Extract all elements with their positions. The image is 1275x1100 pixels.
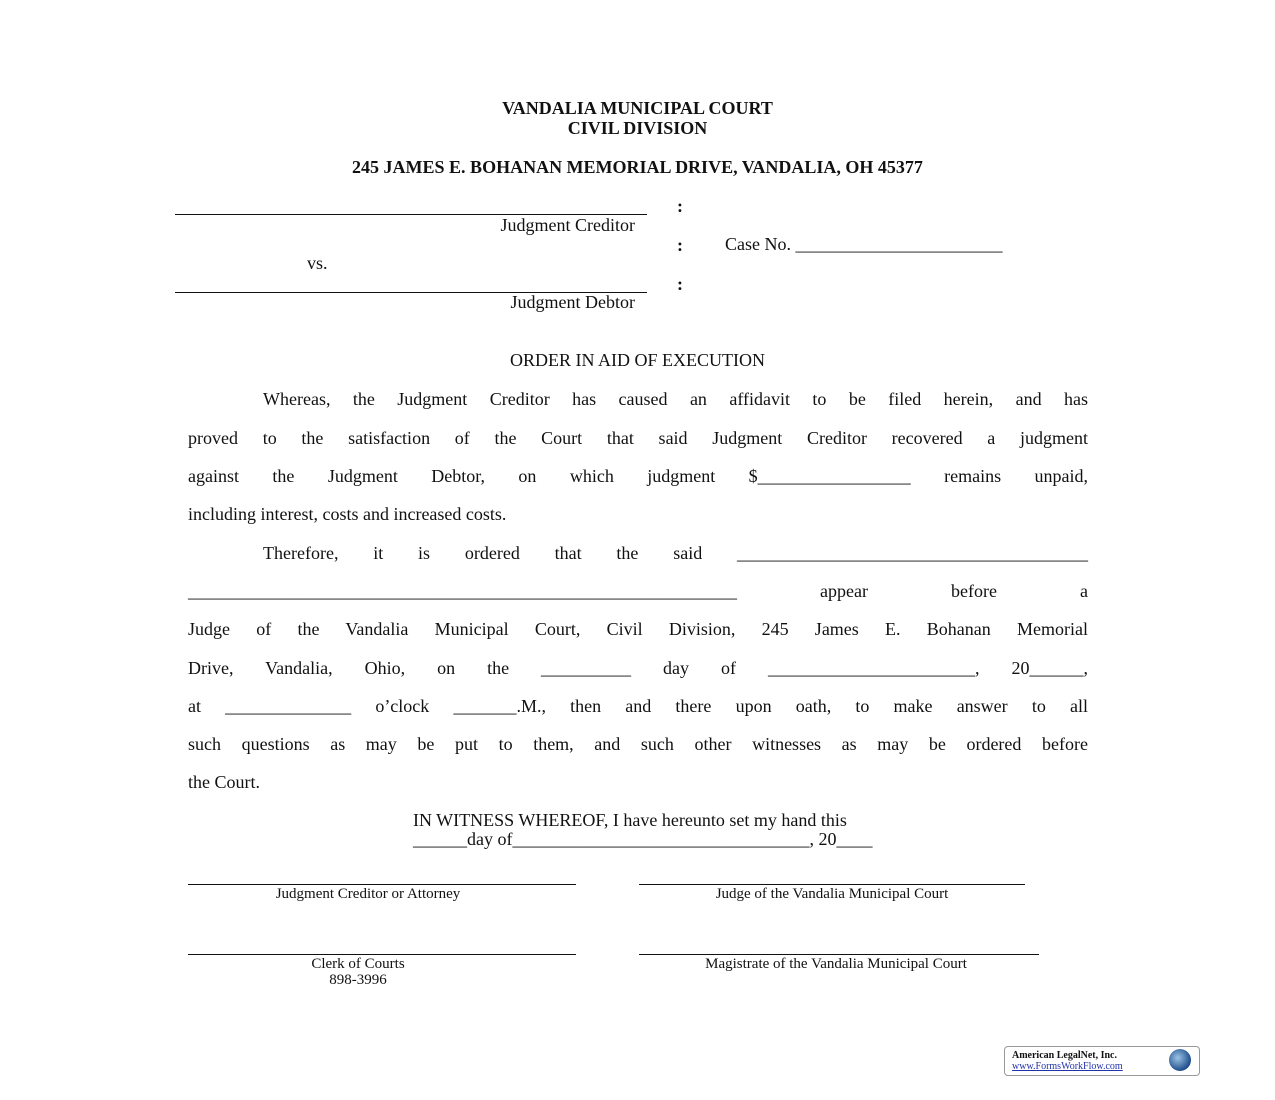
division-name: CIVIL DIVISION — [567, 118, 708, 138]
judge-signature-label: Judge of the Vandalia Municipal Court — [715, 886, 949, 902]
document-title: ORDER IN AID OF EXECUTION — [510, 350, 765, 370]
debtor-label: Judgment Debtor — [510, 292, 635, 312]
logo-company: American LegalNet, Inc. — [1012, 1050, 1117, 1061]
footer-logo — [1004, 1046, 1200, 1076]
body-line: such questions as may be put to them, and such other witnesses as may be ordered before — [188, 734, 1088, 754]
court-address: 245 JAMES E. BOHANAN MEMORIAL DRIVE, VANDALIA, OH 45377 — [352, 157, 923, 177]
logo-url-link[interactable]: www.FormsWorkFlow.com — [1012, 1061, 1123, 1072]
creditor-signature-label: Judgment Creditor or Attorney — [275, 886, 461, 902]
court-name: VANDALIA MUNICIPAL COURT — [502, 98, 773, 118]
body-line: Whereas, the Judgment Creditor has caused an affidavit to be filed herein, and has — [263, 389, 1088, 409]
body-line: at ______________ o’clock _______.M., then and there upon oath, to make answer to all — [188, 696, 1088, 716]
witness-line-1: IN WITNESS WHEREOF, I have hereunto set my hand this — [413, 810, 847, 830]
body-line: _____________________________________________________________ appear before a — [188, 581, 1088, 601]
body-line: Drive, Vandalia, Ohio, on the __________ day of _______________________, 20______, — [188, 658, 1088, 678]
judge-signature-line — [639, 884, 1025, 885]
clerk-signature-label: Clerk of Courts — [311, 956, 405, 972]
caption-colon: : — [677, 235, 683, 255]
body-line: Therefore, it is ordered that the said _______________________________________ — [263, 543, 1088, 563]
creditor-label: Judgment Creditor — [500, 215, 635, 235]
clerk-signature-line — [188, 954, 576, 955]
witness-line-2: ______day of_________________________________, 20____ — [413, 829, 873, 849]
caption-colon: : — [677, 274, 683, 294]
case-number-field: Case No. _______________________ — [725, 234, 1003, 254]
vs-label: vs. — [307, 253, 328, 273]
body-line: against the Judgment Debtor, on which judgment $_________________ remains unpaid, — [188, 466, 1088, 486]
creditor-signature-line — [188, 884, 576, 885]
body-line: including interest, costs and increased costs. — [188, 504, 507, 524]
globe-icon — [1169, 1049, 1191, 1071]
body-line: Judge of the Vandalia Municipal Court, Civil Division, 245 James E. Bohanan Memorial — [188, 619, 1088, 639]
magistrate-signature-line — [639, 954, 1039, 955]
magistrate-signature-label: Magistrate of the Vandalia Municipal Court — [705, 956, 967, 972]
caption-colon: : — [677, 196, 683, 216]
body-line: proved to the satisfaction of the Court that said Judgment Creditor recovered a judgment — [188, 428, 1088, 448]
body-line: the Court. — [188, 772, 260, 792]
clerk-phone: 898-3996 — [329, 972, 387, 988]
